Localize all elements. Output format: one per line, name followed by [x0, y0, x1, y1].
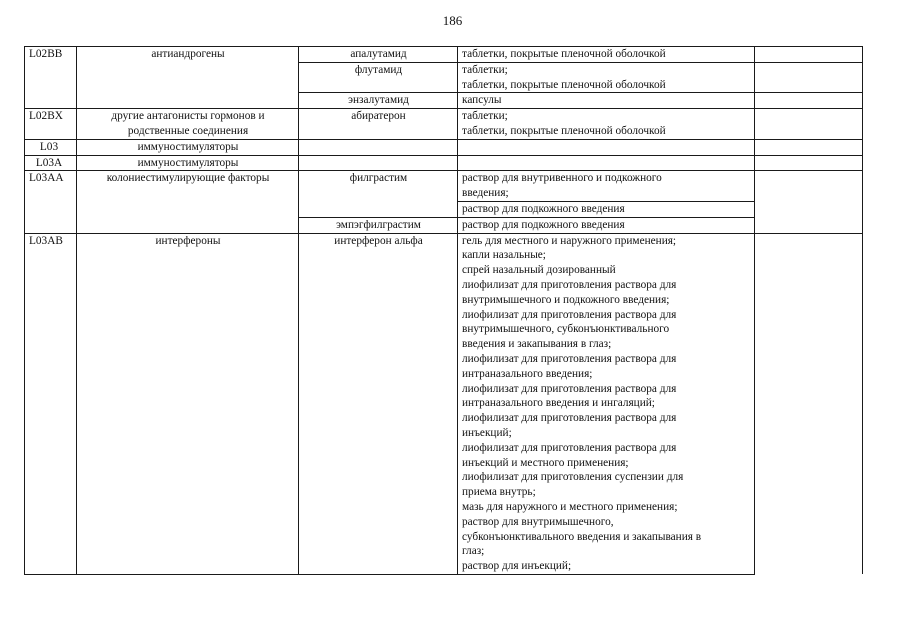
drug-name [299, 139, 458, 155]
empty-cell [755, 62, 863, 93]
empty-cell [755, 109, 863, 140]
group-line: иммуностимуляторы [137, 156, 239, 169]
dosage-form-line: лиофилизат для приготовления раствора для [462, 278, 677, 291]
dosage-form-line: раствор для инъекций; [462, 560, 572, 573]
page-number: 186 [442, 13, 463, 28]
dosage-forms [458, 62, 755, 93]
dosage-forms [458, 47, 755, 63]
drug-name: флутамид [299, 62, 458, 93]
dosage-form-line: субконъюнктивального введения и закапывания в [462, 530, 702, 543]
drug-name: абиратерон [299, 109, 458, 140]
dosage-form-line: введения и закапывания в глаз; [462, 338, 612, 351]
dosage-forms [458, 217, 755, 233]
empty-cell [755, 93, 863, 109]
table-row [25, 155, 863, 171]
table-row [25, 109, 863, 140]
dosage-form-line: раствор для внутримышечного, [462, 515, 614, 528]
group-line: антиандрогены [151, 48, 225, 60]
drug-name [299, 155, 458, 171]
pharmacological-group [77, 171, 299, 233]
dosage-form-line: введения; [462, 187, 509, 200]
drug-name: филграстим [299, 171, 458, 217]
pharmacological-group [77, 47, 299, 109]
dosage-form-line: лиофилизат для приготовления раствора для [462, 441, 677, 454]
empty-cell [755, 155, 863, 171]
atc-code: L03A [25, 155, 77, 171]
dosage-form-line: лиофилизат для приготовления суспензии для [462, 471, 684, 484]
dosage-form-line: интраназального введения; [462, 367, 593, 380]
pharmacological-group [77, 233, 299, 574]
atc-code: L03AA [25, 171, 77, 233]
drug-name: апалутамид [299, 47, 458, 63]
group-line: иммуностимуляторы [137, 140, 239, 153]
dosage-form-line: глаз; [462, 545, 485, 558]
table-row [25, 233, 863, 574]
empty-cell [755, 139, 863, 155]
drug-name: энзалутамид [299, 93, 458, 109]
dosage-form-line: внутримышечного, субконъюнктивального [462, 323, 670, 336]
dosage-form-line: таблетки, покрытые пленочной оболочкой [462, 48, 666, 60]
empty-cell [755, 233, 863, 574]
dosage-form-line: лиофилизат для приготовления раствора для [462, 382, 677, 395]
dosage-form-line: мазь для наружного и местного применения; [462, 500, 678, 513]
drug-name: интерферон альфа [299, 233, 458, 574]
group-line: другие антагонисты гормонов и [111, 110, 265, 123]
dosage-form-line: интраназального введения и ингаляций; [462, 397, 655, 410]
dosage-form-line: лиофилизат для приготовления раствора для [462, 308, 677, 321]
pharmacological-group [77, 139, 299, 155]
drug-name: эмпэгфилграстим [299, 217, 458, 233]
dosage-form-line: приема внутрь; [462, 486, 536, 499]
group-line: родственные соединения [127, 124, 249, 137]
atc-code: L03AB [25, 233, 77, 574]
dosage-form-line: спрей назальный дозированный [462, 264, 616, 277]
table-row [25, 139, 863, 155]
group-line: колониестимулирующие факторы [106, 172, 270, 185]
drug-table [24, 46, 863, 575]
empty-cell [755, 47, 863, 63]
dosage-form-line: инъекций и местного применения; [462, 456, 629, 469]
dosage-form-line: лиофилизат для приготовления раствора для [462, 352, 677, 365]
dosage-form-line: раствор для подкожного введения [462, 202, 625, 215]
dosage-form-line: внутримышечного и подкожного введения; [462, 293, 670, 306]
dosage-form-line: таблетки; [462, 63, 508, 76]
dosage-form-line: гель для местного и наружного применения; [462, 234, 677, 247]
atc-code: L03 [25, 139, 77, 155]
atc-code: L02BX [25, 109, 77, 140]
dosage-form-line: капсулы [462, 94, 502, 107]
dosage-forms [458, 93, 755, 109]
dosage-form-line: таблетки; [462, 110, 508, 123]
dosage-forms [458, 171, 755, 202]
dosage-form-line: таблетки, покрытые пленочной оболочкой [462, 124, 666, 137]
empty-cell [755, 171, 863, 233]
dosage-forms [458, 139, 755, 155]
dosage-form-line: капли назальные; [462, 249, 546, 262]
table-row [25, 171, 863, 202]
dosage-form-line: раствор для подкожного введения [462, 218, 625, 231]
dosage-form-line: раствор для внутривенного и подкожного [462, 172, 662, 185]
group-line: интерфероны [155, 234, 221, 247]
pharmacological-group [77, 109, 299, 140]
dosage-form-line: лиофилизат для приготовления раствора для [462, 412, 677, 425]
dosage-form-line: инъекций; [462, 426, 512, 439]
dosage-forms [458, 201, 755, 217]
pharmacological-group [77, 155, 299, 171]
dosage-form-line: таблетки, покрытые пленочной оболочкой [462, 78, 666, 91]
dosage-forms [458, 155, 755, 171]
atc-code: L02BB [25, 47, 77, 109]
table-row [25, 47, 863, 63]
dosage-forms [458, 233, 755, 574]
dosage-forms [458, 109, 755, 140]
